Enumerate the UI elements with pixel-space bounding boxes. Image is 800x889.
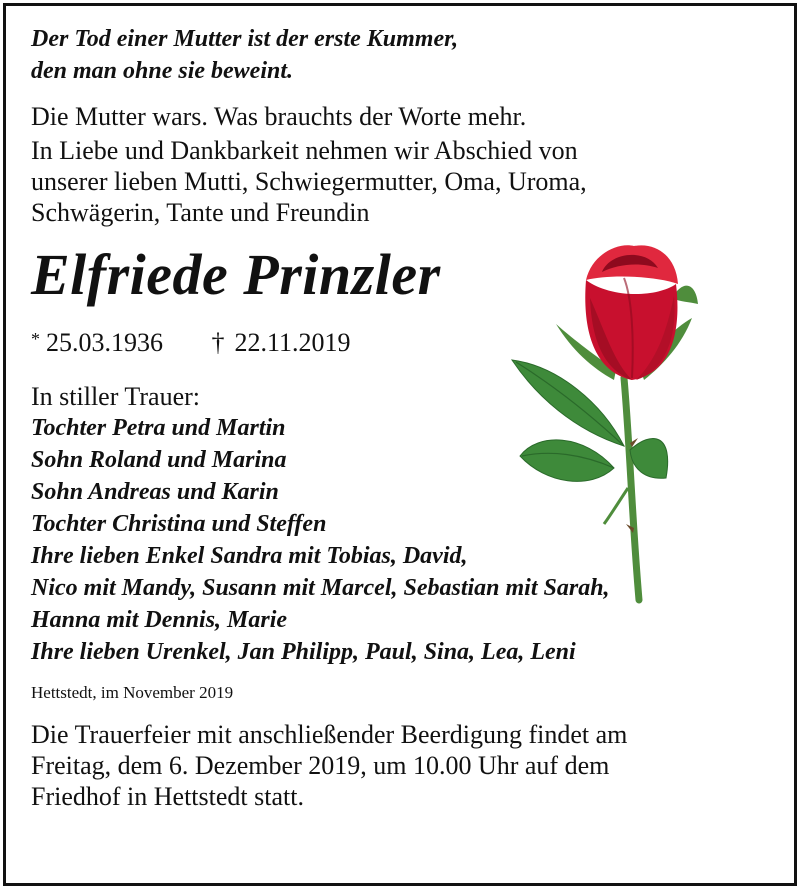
- birth-date: 25.03.1936: [46, 328, 163, 357]
- motto: [31, 23, 791, 87]
- place-date: Hettstedt, im November 2019: [31, 683, 234, 702]
- funeral-line-3: Friedhof in Hettstedt statt.: [31, 782, 304, 811]
- birth-star-icon: *: [31, 329, 40, 349]
- intro-line-3: Schwägerin, Tante und Freundin: [31, 198, 370, 227]
- motto-line-2: den man ohne sie beweint.: [31, 58, 294, 84]
- death-date: 22.11.2019: [234, 328, 351, 357]
- mourner-line: Tochter Petra und Martin: [31, 415, 286, 441]
- mourner-line: Ihre lieben Enkel Sandra mit Tobias, David,: [31, 543, 468, 569]
- intro-line-1: In Liebe und Dankbarkeit nehmen wir Abschied von: [31, 136, 578, 165]
- intro-line-2: unserer lieben Mutti, Schwiegermutter, Oma, Uroma,: [31, 167, 587, 196]
- intro-text: [31, 135, 791, 228]
- mourners-intro: In stiller Trauer:: [31, 382, 200, 411]
- quote: Die Mutter wars. Was brauchts der Worte mehr.: [31, 102, 527, 131]
- motto-line-1: Der Tod einer Mutter ist der erste Kummer,: [31, 26, 459, 52]
- mourner-line: Hanna mit Dennis, Marie: [31, 607, 288, 633]
- funeral-line-1: Die Trauerfeier mit anschließender Beerdigung findet am: [31, 720, 628, 749]
- mourner-line: Sohn Roland und Marina: [31, 447, 287, 473]
- mourner-line: Tochter Christina und Steffen: [31, 511, 327, 537]
- mourner-line: Sohn Andreas und Karin: [31, 479, 279, 505]
- death-cross-icon: †: [211, 328, 225, 357]
- deceased-name: Elfriede Prinzler: [31, 242, 441, 307]
- mourner-line: Nico mit Mandy, Susann mit Marcel, Sebastian mit Sarah,: [31, 575, 610, 601]
- red-rose-icon: [506, 238, 716, 608]
- mourner-line: Ihre lieben Urenkel, Jan Philipp, Paul, Sina, Lea, Leni: [31, 639, 576, 665]
- notice-frame: [3, 3, 797, 886]
- funeral-line-2: Freitag, dem 6. Dezember 2019, um 10.00 Uhr auf dem: [31, 751, 610, 780]
- funeral-info: [31, 719, 791, 812]
